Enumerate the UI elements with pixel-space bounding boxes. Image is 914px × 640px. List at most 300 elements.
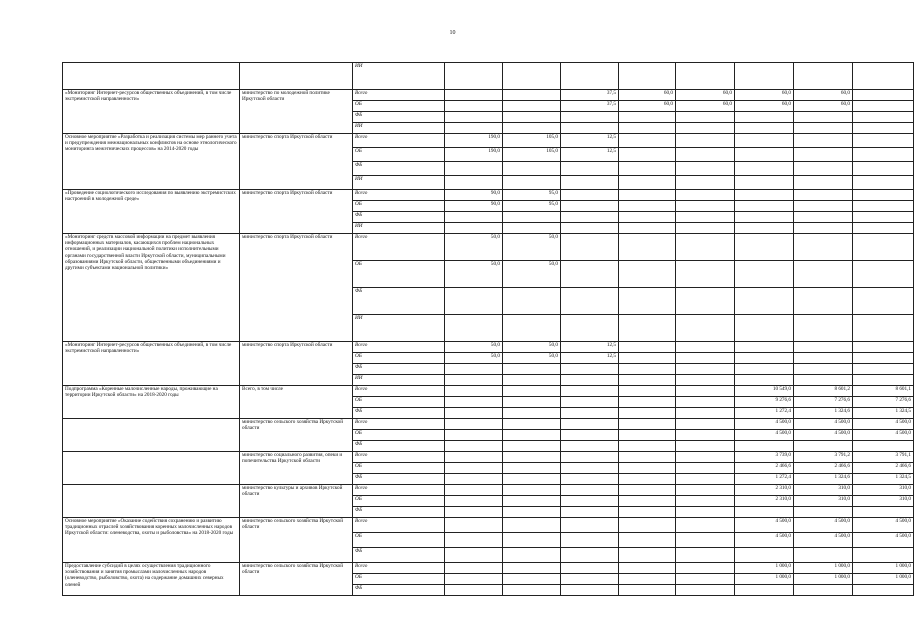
amount-cell xyxy=(561,123,619,134)
amount-cell xyxy=(853,162,914,176)
amount-cell xyxy=(735,288,794,315)
funding-source-cell: ФБ xyxy=(353,548,445,563)
funding-source-cell: Всего xyxy=(353,563,445,574)
amount-cell xyxy=(853,123,914,134)
amount-cell xyxy=(676,518,735,533)
amount-cell xyxy=(853,315,914,342)
amount-cell: 4 500,0 xyxy=(735,533,794,548)
table-row xyxy=(63,452,914,463)
amount-cell xyxy=(445,223,503,234)
amount-cell: 7 276,6 xyxy=(853,397,914,408)
amount-cell xyxy=(445,63,503,90)
amount-cell xyxy=(561,201,619,212)
amount-cell xyxy=(561,463,619,474)
amount-cell xyxy=(619,408,676,419)
event-name-cell xyxy=(63,485,240,518)
amount-cell xyxy=(735,342,794,353)
amount-cell: 3 739,0 xyxy=(735,452,794,463)
amount-cell xyxy=(561,474,619,485)
amount-cell: 1 324,5 xyxy=(853,408,914,419)
amount-cell xyxy=(619,386,676,397)
budget-table xyxy=(62,62,914,596)
amount-cell xyxy=(735,223,794,234)
amount-cell xyxy=(561,452,619,463)
amount-cell xyxy=(561,441,619,452)
amount-cell xyxy=(561,548,619,563)
amount-cell: 310,0 xyxy=(794,485,853,496)
event-name-cell: Основное мероприятие «Оказание содействия сохранению и развитию традиционных отраслей хозяйствования коренных малочисленных народов Иркутской области: оленеводства, охоты и рыболовства» на 2018-2020 годы xyxy=(63,518,240,563)
amount-cell xyxy=(445,485,503,496)
amount-cell xyxy=(676,288,735,315)
table-row xyxy=(63,234,914,261)
funding-source-cell: ОБ xyxy=(353,101,445,112)
amount-cell xyxy=(561,507,619,518)
amount-cell xyxy=(561,162,619,176)
responsible-cell: министерство сельского хозяйства Иркутской области xyxy=(240,419,353,452)
amount-cell: 1 324,5 xyxy=(853,474,914,485)
amount-cell xyxy=(445,408,503,419)
amount-cell: 2 466,6 xyxy=(735,463,794,474)
amount-cell xyxy=(561,585,619,596)
amount-cell: 50,0 xyxy=(445,353,503,364)
amount-cell: 4 500,0 xyxy=(853,419,914,430)
amount-cell xyxy=(561,112,619,123)
amount-cell: 1 324,6 xyxy=(794,408,853,419)
amount-cell xyxy=(561,315,619,342)
amount-cell xyxy=(735,364,794,375)
amount-cell: 3 791,2 xyxy=(794,452,853,463)
amount-cell xyxy=(794,123,853,134)
amount-cell: 1 000,0 xyxy=(853,563,914,574)
amount-cell xyxy=(561,485,619,496)
amount-cell xyxy=(676,223,735,234)
responsible-cell: министерство культуры и архивов Иркутской области xyxy=(240,485,353,518)
amount-cell xyxy=(561,496,619,507)
table-row xyxy=(63,90,914,101)
amount-cell xyxy=(619,533,676,548)
amount-cell xyxy=(561,419,619,430)
amount-cell: 60,0 xyxy=(619,101,676,112)
amount-cell xyxy=(794,315,853,342)
amount-cell xyxy=(619,315,676,342)
funding-source-cell: ОБ xyxy=(353,148,445,162)
funding-source-cell: ИИ xyxy=(353,63,445,90)
funding-source-cell: ОБ xyxy=(353,261,445,288)
amount-cell xyxy=(676,162,735,176)
amount-cell xyxy=(735,176,794,190)
amount-cell xyxy=(853,90,914,101)
funding-source-cell: ИИ xyxy=(353,223,445,234)
amount-cell xyxy=(503,452,561,463)
amount-cell xyxy=(735,548,794,563)
funding-source-cell: ОБ xyxy=(353,430,445,441)
amount-cell: 4 500,0 xyxy=(735,518,794,533)
amount-cell xyxy=(445,419,503,430)
amount-cell: 95,0 xyxy=(503,190,561,201)
amount-cell xyxy=(619,375,676,386)
amount-cell: 310,0 xyxy=(853,485,914,496)
event-name-cell xyxy=(63,419,240,452)
amount-cell xyxy=(503,364,561,375)
amount-cell xyxy=(503,485,561,496)
funding-source-cell: ФБ xyxy=(353,507,445,518)
amount-cell xyxy=(619,485,676,496)
amount-cell: 310,0 xyxy=(794,496,853,507)
amount-cell xyxy=(619,342,676,353)
amount-cell xyxy=(445,507,503,518)
amount-cell xyxy=(676,441,735,452)
amount-cell xyxy=(503,419,561,430)
amount-cell xyxy=(561,364,619,375)
amount-cell xyxy=(445,315,503,342)
amount-cell xyxy=(503,474,561,485)
amount-cell xyxy=(619,234,676,261)
funding-source-cell: ФБ xyxy=(353,162,445,176)
amount-cell xyxy=(503,441,561,452)
amount-cell xyxy=(676,112,735,123)
amount-cell xyxy=(735,507,794,518)
amount-cell xyxy=(619,112,676,123)
amount-cell xyxy=(619,148,676,162)
amount-cell: 12,5 xyxy=(561,148,619,162)
amount-cell xyxy=(676,134,735,148)
amount-cell xyxy=(561,63,619,90)
amount-cell xyxy=(561,574,619,585)
amount-cell: 12,5 xyxy=(561,342,619,353)
amount-cell: 4 500,0 xyxy=(794,518,853,533)
amount-cell xyxy=(503,63,561,90)
amount-cell xyxy=(445,496,503,507)
amount-cell: 1 000,0 xyxy=(853,574,914,585)
amount-cell: 50,0 xyxy=(503,261,561,288)
table-row xyxy=(63,485,914,496)
amount-cell xyxy=(676,474,735,485)
amount-cell xyxy=(561,563,619,574)
amount-cell xyxy=(676,342,735,353)
amount-cell xyxy=(853,375,914,386)
amount-cell xyxy=(561,190,619,201)
amount-cell: 3 791,1 xyxy=(853,452,914,463)
amount-cell: 37,5 xyxy=(561,90,619,101)
table-row xyxy=(63,386,914,397)
amount-cell xyxy=(735,212,794,223)
amount-cell xyxy=(445,386,503,397)
amount-cell xyxy=(794,201,853,212)
amount-cell xyxy=(676,397,735,408)
amount-cell xyxy=(619,162,676,176)
responsible-cell: министерство спорта Иркутской области xyxy=(240,190,353,234)
funding-source-cell: ОБ xyxy=(353,353,445,364)
amount-cell xyxy=(853,507,914,518)
amount-cell xyxy=(735,162,794,176)
table-row xyxy=(63,518,914,533)
amount-cell: 50,0 xyxy=(503,342,561,353)
table-row xyxy=(63,63,914,90)
amount-cell xyxy=(676,507,735,518)
amount-cell xyxy=(445,176,503,190)
event-name-cell xyxy=(63,63,240,90)
amount-cell xyxy=(503,212,561,223)
amount-cell: 2 310,0 xyxy=(735,485,794,496)
amount-cell xyxy=(445,364,503,375)
funding-source-cell: ФБ xyxy=(353,112,445,123)
amount-cell: 60,0 xyxy=(735,101,794,112)
amount-cell xyxy=(676,408,735,419)
amount-cell xyxy=(561,288,619,315)
funding-source-cell: Всего xyxy=(353,485,445,496)
amount-cell xyxy=(794,134,853,148)
amount-cell xyxy=(619,496,676,507)
amount-cell xyxy=(676,533,735,548)
amount-cell xyxy=(619,176,676,190)
amount-cell xyxy=(561,176,619,190)
event-name-cell: Подпрограмма «Коренные малочисленные народы, проживающие на территории Иркутской области» на 2018-2020 годы xyxy=(63,386,240,419)
amount-cell xyxy=(503,397,561,408)
amount-cell xyxy=(503,496,561,507)
amount-cell xyxy=(676,430,735,441)
funding-source-cell: ИИ xyxy=(353,315,445,342)
funding-source-cell: ОБ xyxy=(353,533,445,548)
amount-cell: 2 466,6 xyxy=(853,463,914,474)
amount-cell: 105,0 xyxy=(503,148,561,162)
event-name-cell: Предоставление субсидий в целях осуществления традиционного хозяйствования и занятия промыслами малочисленных народов (оленеводство, рыболовство, охота) на содержание домашних северных оленей xyxy=(63,563,240,596)
amount-cell xyxy=(619,563,676,574)
amount-cell: 12,5 xyxy=(561,353,619,364)
amount-cell xyxy=(794,342,853,353)
amount-cell xyxy=(503,375,561,386)
amount-cell xyxy=(794,162,853,176)
amount-cell xyxy=(794,112,853,123)
amount-cell xyxy=(445,563,503,574)
amount-cell xyxy=(676,563,735,574)
amount-cell: 12,5 xyxy=(561,134,619,148)
amount-cell xyxy=(445,585,503,596)
amount-cell xyxy=(735,63,794,90)
table-row xyxy=(63,190,914,201)
amount-cell xyxy=(794,234,853,261)
funding-source-cell: ОБ xyxy=(353,463,445,474)
amount-cell xyxy=(794,507,853,518)
amount-cell xyxy=(561,212,619,223)
amount-cell xyxy=(676,419,735,430)
amount-cell xyxy=(676,574,735,585)
event-name-cell: «Проведение социологического исследования по выявлению экстремистских настроений в молодежной среде» xyxy=(63,190,240,234)
table-row xyxy=(63,419,914,430)
amount-cell xyxy=(503,123,561,134)
amount-cell xyxy=(794,148,853,162)
amount-cell xyxy=(853,548,914,563)
amount-cell xyxy=(619,353,676,364)
amount-cell xyxy=(503,574,561,585)
amount-cell xyxy=(676,190,735,201)
amount-cell xyxy=(503,507,561,518)
amount-cell xyxy=(794,212,853,223)
amount-cell xyxy=(735,134,794,148)
funding-source-cell: Всего xyxy=(353,419,445,430)
funding-source-cell: ИИ xyxy=(353,123,445,134)
amount-cell xyxy=(853,134,914,148)
amount-cell xyxy=(619,574,676,585)
amount-cell xyxy=(445,441,503,452)
amount-cell xyxy=(676,496,735,507)
amount-cell xyxy=(676,212,735,223)
amount-cell xyxy=(794,63,853,90)
event-name-cell xyxy=(63,452,240,485)
amount-cell: 2 310,0 xyxy=(735,496,794,507)
amount-cell xyxy=(735,190,794,201)
amount-cell: 90,0 xyxy=(445,201,503,212)
amount-cell: 50,0 xyxy=(503,353,561,364)
amount-cell xyxy=(853,441,914,452)
amount-cell xyxy=(503,563,561,574)
amount-cell xyxy=(445,112,503,123)
amount-cell: 50,0 xyxy=(445,342,503,353)
amount-cell xyxy=(619,397,676,408)
amount-cell xyxy=(445,474,503,485)
amount-cell xyxy=(619,190,676,201)
amount-cell xyxy=(735,441,794,452)
amount-cell: 8 601,2 xyxy=(794,386,853,397)
amount-cell xyxy=(794,190,853,201)
amount-cell xyxy=(619,452,676,463)
amount-cell xyxy=(445,123,503,134)
amount-cell: 1 000,0 xyxy=(735,574,794,585)
amount-cell xyxy=(445,452,503,463)
amount-cell xyxy=(503,101,561,112)
funding-source-cell: Всего xyxy=(353,342,445,353)
amount-cell xyxy=(445,101,503,112)
amount-cell xyxy=(503,408,561,419)
amount-cell xyxy=(619,63,676,90)
responsible-cell: министерство сельского хозяйства Иркутской области xyxy=(240,518,353,563)
funding-source-cell: ФБ xyxy=(353,364,445,375)
amount-cell xyxy=(676,353,735,364)
responsible-cell: министерство сельского хозяйства Иркутской области xyxy=(240,563,353,596)
amount-cell xyxy=(503,176,561,190)
event-name-cell: Основное мероприятие «Разработка и реализация системы мер раннего учета и предупреждения межнациональных конфликтов на основе этнологического мониторинга межэтнических процессов» на 2014-2020 годы xyxy=(63,134,240,190)
funding-source-cell: ФБ xyxy=(353,288,445,315)
amount-cell: 60,0 xyxy=(794,90,853,101)
amount-cell xyxy=(503,288,561,315)
amount-cell xyxy=(676,386,735,397)
amount-cell xyxy=(561,518,619,533)
amount-cell xyxy=(794,223,853,234)
amount-cell xyxy=(619,518,676,533)
amount-cell xyxy=(619,474,676,485)
amount-cell xyxy=(619,134,676,148)
amount-cell xyxy=(853,364,914,375)
amount-cell xyxy=(619,548,676,563)
amount-cell: 105,0 xyxy=(503,134,561,148)
funding-source-cell: ИИ xyxy=(353,375,445,386)
amount-cell: 190,0 xyxy=(445,148,503,162)
amount-cell xyxy=(676,548,735,563)
amount-cell: 1 000,0 xyxy=(794,574,853,585)
amount-cell xyxy=(445,90,503,101)
amount-cell xyxy=(619,201,676,212)
amount-cell xyxy=(794,375,853,386)
amount-cell xyxy=(503,585,561,596)
amount-cell: 310,0 xyxy=(853,496,914,507)
amount-cell: 4 500,0 xyxy=(853,430,914,441)
funding-source-cell: Всего xyxy=(353,134,445,148)
funding-source-cell: ИИ xyxy=(353,176,445,190)
amount-cell xyxy=(735,112,794,123)
amount-cell xyxy=(735,315,794,342)
amount-cell xyxy=(853,353,914,364)
funding-source-cell: Всего xyxy=(353,190,445,201)
amount-cell xyxy=(735,123,794,134)
amount-cell xyxy=(794,364,853,375)
amount-cell xyxy=(445,212,503,223)
amount-cell xyxy=(735,261,794,288)
amount-cell xyxy=(445,533,503,548)
amount-cell: 50,0 xyxy=(445,234,503,261)
funding-source-cell: ОБ xyxy=(353,397,445,408)
amount-cell xyxy=(853,63,914,90)
amount-cell xyxy=(503,223,561,234)
amount-cell xyxy=(445,518,503,533)
amount-cell xyxy=(676,234,735,261)
amount-cell xyxy=(561,234,619,261)
funding-source-cell: ФБ xyxy=(353,474,445,485)
event-name-cell: «Мониторинг средств массовой информации на предмет выявления информационных материалов, касающихся проблем национальных отношений, и реализации национальной политики исполнительными органами государственной власти Иркутской области, муниципальными образованиями Иркутской области, общественными объединениями и другими субъектами национальной политики» xyxy=(63,234,240,342)
amount-cell: 60,0 xyxy=(794,101,853,112)
amount-cell xyxy=(445,430,503,441)
amount-cell xyxy=(676,485,735,496)
amount-cell xyxy=(794,288,853,315)
amount-cell xyxy=(561,223,619,234)
amount-cell xyxy=(676,585,735,596)
table-row xyxy=(63,342,914,353)
amount-cell xyxy=(561,533,619,548)
event-name-cell: «Мониторинг Интернет-ресурсов общественных объединений, в том числе экстремистской направленности» xyxy=(63,90,240,134)
responsible-cell xyxy=(240,63,353,90)
amount-cell: 60,0 xyxy=(676,101,735,112)
amount-cell xyxy=(445,548,503,563)
amount-cell xyxy=(619,585,676,596)
responsible-cell: министерство спорта Иркутской области xyxy=(240,134,353,190)
amount-cell xyxy=(676,375,735,386)
responsible-cell: министерство по молодежной политике Иркутской области xyxy=(240,90,353,134)
amount-cell xyxy=(676,452,735,463)
amount-cell xyxy=(619,364,676,375)
amount-cell: 1 000,0 xyxy=(735,563,794,574)
amount-cell: 60,0 xyxy=(619,90,676,101)
amount-cell xyxy=(853,112,914,123)
amount-cell: 4 500,0 xyxy=(853,533,914,548)
amount-cell xyxy=(676,261,735,288)
amount-cell xyxy=(503,463,561,474)
page-number: 10 xyxy=(449,30,456,36)
amount-cell xyxy=(619,288,676,315)
amount-cell xyxy=(619,419,676,430)
funding-source-cell: ФБ xyxy=(353,441,445,452)
amount-cell xyxy=(735,375,794,386)
amount-cell xyxy=(853,212,914,223)
funding-source-cell: Всего xyxy=(353,518,445,533)
responsible-cell: Всего, в том числе xyxy=(240,386,353,419)
amount-cell xyxy=(676,364,735,375)
funding-source-cell: Всего xyxy=(353,386,445,397)
amount-cell xyxy=(853,176,914,190)
amount-cell xyxy=(735,201,794,212)
amount-cell xyxy=(676,63,735,90)
amount-cell: 60,0 xyxy=(735,90,794,101)
amount-cell xyxy=(561,375,619,386)
funding-source-cell: ФБ xyxy=(353,408,445,419)
amount-cell: 4 500,0 xyxy=(794,419,853,430)
